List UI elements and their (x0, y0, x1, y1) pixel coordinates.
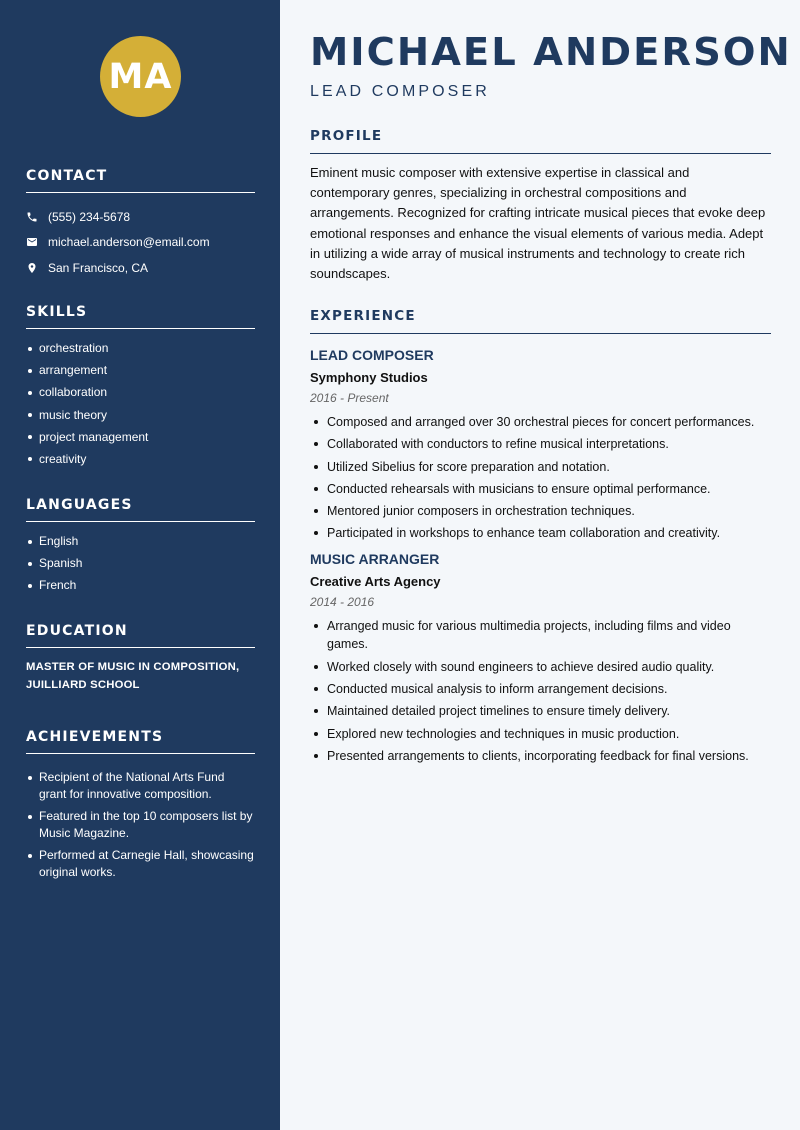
skills-section (26, 304, 255, 473)
skill-item: orchestration (26, 340, 255, 357)
job-title: LEAD COMPOSER (310, 347, 434, 363)
avatar: MA (100, 36, 181, 117)
job-bullet: Maintained detailed project timelines to ensure timely delivery. (310, 702, 771, 720)
mail-icon (26, 236, 48, 248)
profile-section (310, 128, 771, 284)
language-item: English (26, 533, 255, 550)
job-bullets (310, 617, 771, 764)
job-bullet: Conducted musical analysis to inform arrangement decisions. (310, 680, 771, 698)
experience-section (310, 308, 771, 769)
job-bullet: Collaborated with conductors to refine musical interpretations. (310, 435, 771, 453)
achievements-list (26, 769, 255, 881)
job-bullet: Mentored junior composers in orchestration techniques. (310, 502, 771, 520)
education-degree: MASTER OF MUSIC IN COMPOSITION, JUILLIARD SCHOOL (26, 661, 240, 691)
phone-text: (555) 234-5678 (48, 209, 131, 224)
experience-heading: EXPERIENCE (310, 308, 771, 334)
languages-heading: LANGUAGES (26, 497, 255, 522)
contact-phone (26, 204, 255, 230)
skill-item: creativity (26, 451, 255, 468)
achievement-item: Recipient of the National Arts Fund grant for innovative composition. (26, 769, 255, 803)
job-bullet: Explored new technologies and techniques in music production. (310, 725, 771, 743)
skill-item: arrangement (26, 362, 255, 379)
achievements-heading: ACHIEVEMENTS (26, 729, 255, 754)
languages-list (26, 533, 255, 594)
candidate-role: LEAD COMPOSER (310, 83, 490, 100)
job-bullet: Conducted rehearsals with musicians to ensure optimal performance. (310, 480, 771, 498)
job-entry (310, 551, 771, 764)
job-company: Symphony Studios (310, 370, 428, 385)
job-dates: 2016 - Present (310, 391, 389, 405)
job-bullet: Arranged music for various multimedia projects, including films and video games. (310, 617, 771, 653)
profile-text: Eminent music composer with extensive expertise in classical and contemporary genres, specializing in orchestral compositions and arrangements. Recognized for crafting intricate musical pieces that evoke deep emotional responses and enhance the visual elements of various media. Adept in utilizing a wide array of musical instruments and technology to create rich soundscapes. (310, 165, 766, 282)
job-bullet: Presented arrangements to clients, incorporating feedback for final versions. (310, 747, 771, 765)
job-bullet: Composed and arranged over 30 orchestral pieces for concert performances. (310, 413, 771, 431)
candidate-name: MICHAEL ANDERSON (310, 30, 792, 75)
sidebar (0, 0, 280, 1130)
phone-icon (26, 211, 48, 223)
languages-section (26, 497, 255, 600)
location-pin-icon (26, 262, 48, 274)
profile-heading: PROFILE (310, 128, 771, 154)
education-section (26, 623, 255, 694)
location-text: San Francisco, CA (48, 260, 149, 275)
contact-location (26, 255, 255, 281)
achievements-section (26, 729, 255, 887)
job-title: MUSIC ARRANGER (310, 551, 440, 568)
language-item: Spanish (26, 555, 255, 572)
language-item: French (26, 577, 255, 594)
skills-list (26, 340, 255, 468)
email-text: michael.anderson@email.com (48, 235, 210, 250)
contact-email (26, 230, 255, 256)
job-dates: 2014 - 2016 (310, 595, 375, 610)
contact-heading: CONTACT (26, 168, 255, 193)
skill-item: project management (26, 429, 255, 446)
job-bullet: Participated in workshops to enhance team collaboration and creativity. (310, 524, 771, 542)
job-entry (310, 347, 771, 542)
skill-item: music theory (26, 407, 255, 424)
education-heading: EDUCATION (26, 623, 255, 648)
skills-heading: SKILLS (26, 304, 255, 329)
job-bullet: Worked closely with sound engineers to achieve desired audio quality. (310, 658, 771, 676)
job-company: Creative Arts Agency (310, 574, 441, 590)
contact-section (26, 168, 255, 281)
job-bullet: Utilized Sibelius for score preparation and notation. (310, 458, 771, 476)
job-bullets (310, 413, 771, 542)
achievement-item: Featured in the top 10 composers list by Music Magazine. (26, 808, 255, 842)
achievement-item: Performed at Carnegie Hall, showcasing original works. (26, 847, 255, 881)
skill-item: collaboration (26, 384, 255, 401)
